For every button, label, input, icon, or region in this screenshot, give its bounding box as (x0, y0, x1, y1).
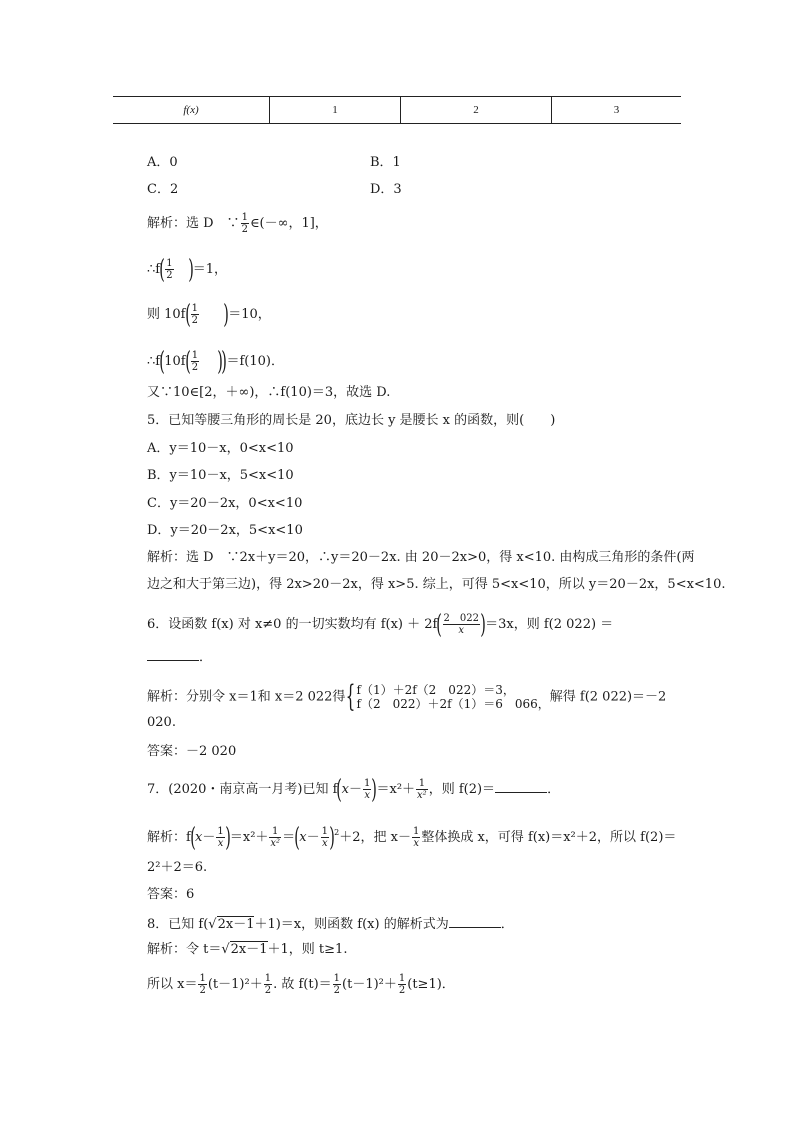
question-7-stem: 7．(2020・南京高一月考)已知 f(x－ $\frac{1}{x}$ )＝x²＋ $\frac{1}{\text{x²}}$ ，则 f(2)＝ ． (147, 774, 561, 805)
solution-line: 边之和大于第三边)，得 2x>20－2x，得 x>5. 综上，可得 5<x<10，所以 y＝20－2x，5<x<10. (147, 577, 726, 592)
solution-line: ∴f( $\frac{1}{2}$ )＝1， (147, 254, 228, 285)
solution-line: 又∵10∈[2，＋∞)，∴f(10)＝3，故选 D. (147, 385, 391, 400)
answer-blank (495, 780, 547, 793)
table-cell: f(x) (183, 104, 199, 116)
solution-line: 解析：选 D ∵ $\frac{1}{2}$ ∈(－∞，1]， (147, 212, 328, 235)
answer-blank (147, 648, 199, 661)
solution-line: ∴f(10f( $\frac{1}{2}$ ))＝f(10)． (147, 346, 284, 377)
option-c: C．2 (147, 182, 179, 197)
table-row (113, 97, 681, 124)
option-a: A．y＝10－x，0<x<10 (147, 441, 294, 456)
option-a: A．0 (147, 155, 178, 170)
solution-line: 解析：f(x－ $\frac{1}{x}$ )＝x²＋ $\frac{1}{\text{x²}}$ ＝(x－ $\frac{1}{x}$ )$^2$＋2，把 x－ $\frac{1}{x}$ 整体换成 x，可得 f(x)＝x²＋2，所以 f(2)＝ (147, 822, 677, 853)
fraction: $\frac{1}{2}$ (241, 212, 248, 235)
answer-blank-line: ． (147, 648, 212, 666)
question-6-stem: 6．设函数 f(x) 对 x≠0 的一切实数均有 f(x) ＋ 2f( $\frac{2 022}{x}$ )＝3x，则 f(2 022) ＝ (147, 609, 614, 640)
option-b: B．y＝10－x，5<x<10 (147, 468, 294, 483)
solution-line: 解析：选 D ∵2x＋y＝20，∴y＝20－2x. 由 20－2x>0，得 x<10. 由构成三角形的条件(两 (147, 550, 695, 565)
solution-line: 则 10f( $\frac{1}{2}$ )＝10， (147, 299, 271, 330)
solution-line: 2²＋2＝6. (147, 860, 208, 875)
option-d: D．3 (370, 182, 402, 197)
solution-line: 解析：令 t＝√2x－1＋1，则 t≥1. (147, 942, 348, 957)
table-cell: 1 (270, 97, 401, 124)
answer-line: 答案：6 (147, 887, 195, 902)
solution-line: 解析：分别令 x＝1和 x＝2 022得{ f（1）＋2f（2 022）＝3， f（2 022）＋2f（1）＝6 066， 解得 f(2 022)＝－2 (147, 679, 667, 714)
question-5-stem: 5．已知等腰三角形的周长是 20，底边长 y 是腰长 x 的函数，则( ) (147, 413, 556, 428)
value-table (113, 96, 681, 124)
solution-line: 所以 x＝ $\frac{1}{2}$ (t－1)²＋ $\frac{1}{2}$ . 故 f(t)＝ $\frac{1}{2}$ (t－1)²＋ $\frac{1}{2}$ (t≥1)． (147, 973, 455, 996)
table-cell: 2 (401, 97, 552, 124)
option-b: B．1 (370, 155, 401, 170)
answer-line: 答案：－2 020 (147, 744, 237, 759)
table-cell: 3 (552, 97, 682, 124)
option-c: C．y＝20－2x，0<x<10 (147, 496, 303, 511)
answer-blank (449, 915, 501, 928)
solution-line: 020. (147, 715, 176, 730)
question-8-stem: 8．已知 f(√2x－1＋1)＝x，则函数 f(x) 的解析式为 ． (147, 917, 514, 932)
option-d: D．y＝20－2x，5<x<10 (147, 523, 303, 538)
